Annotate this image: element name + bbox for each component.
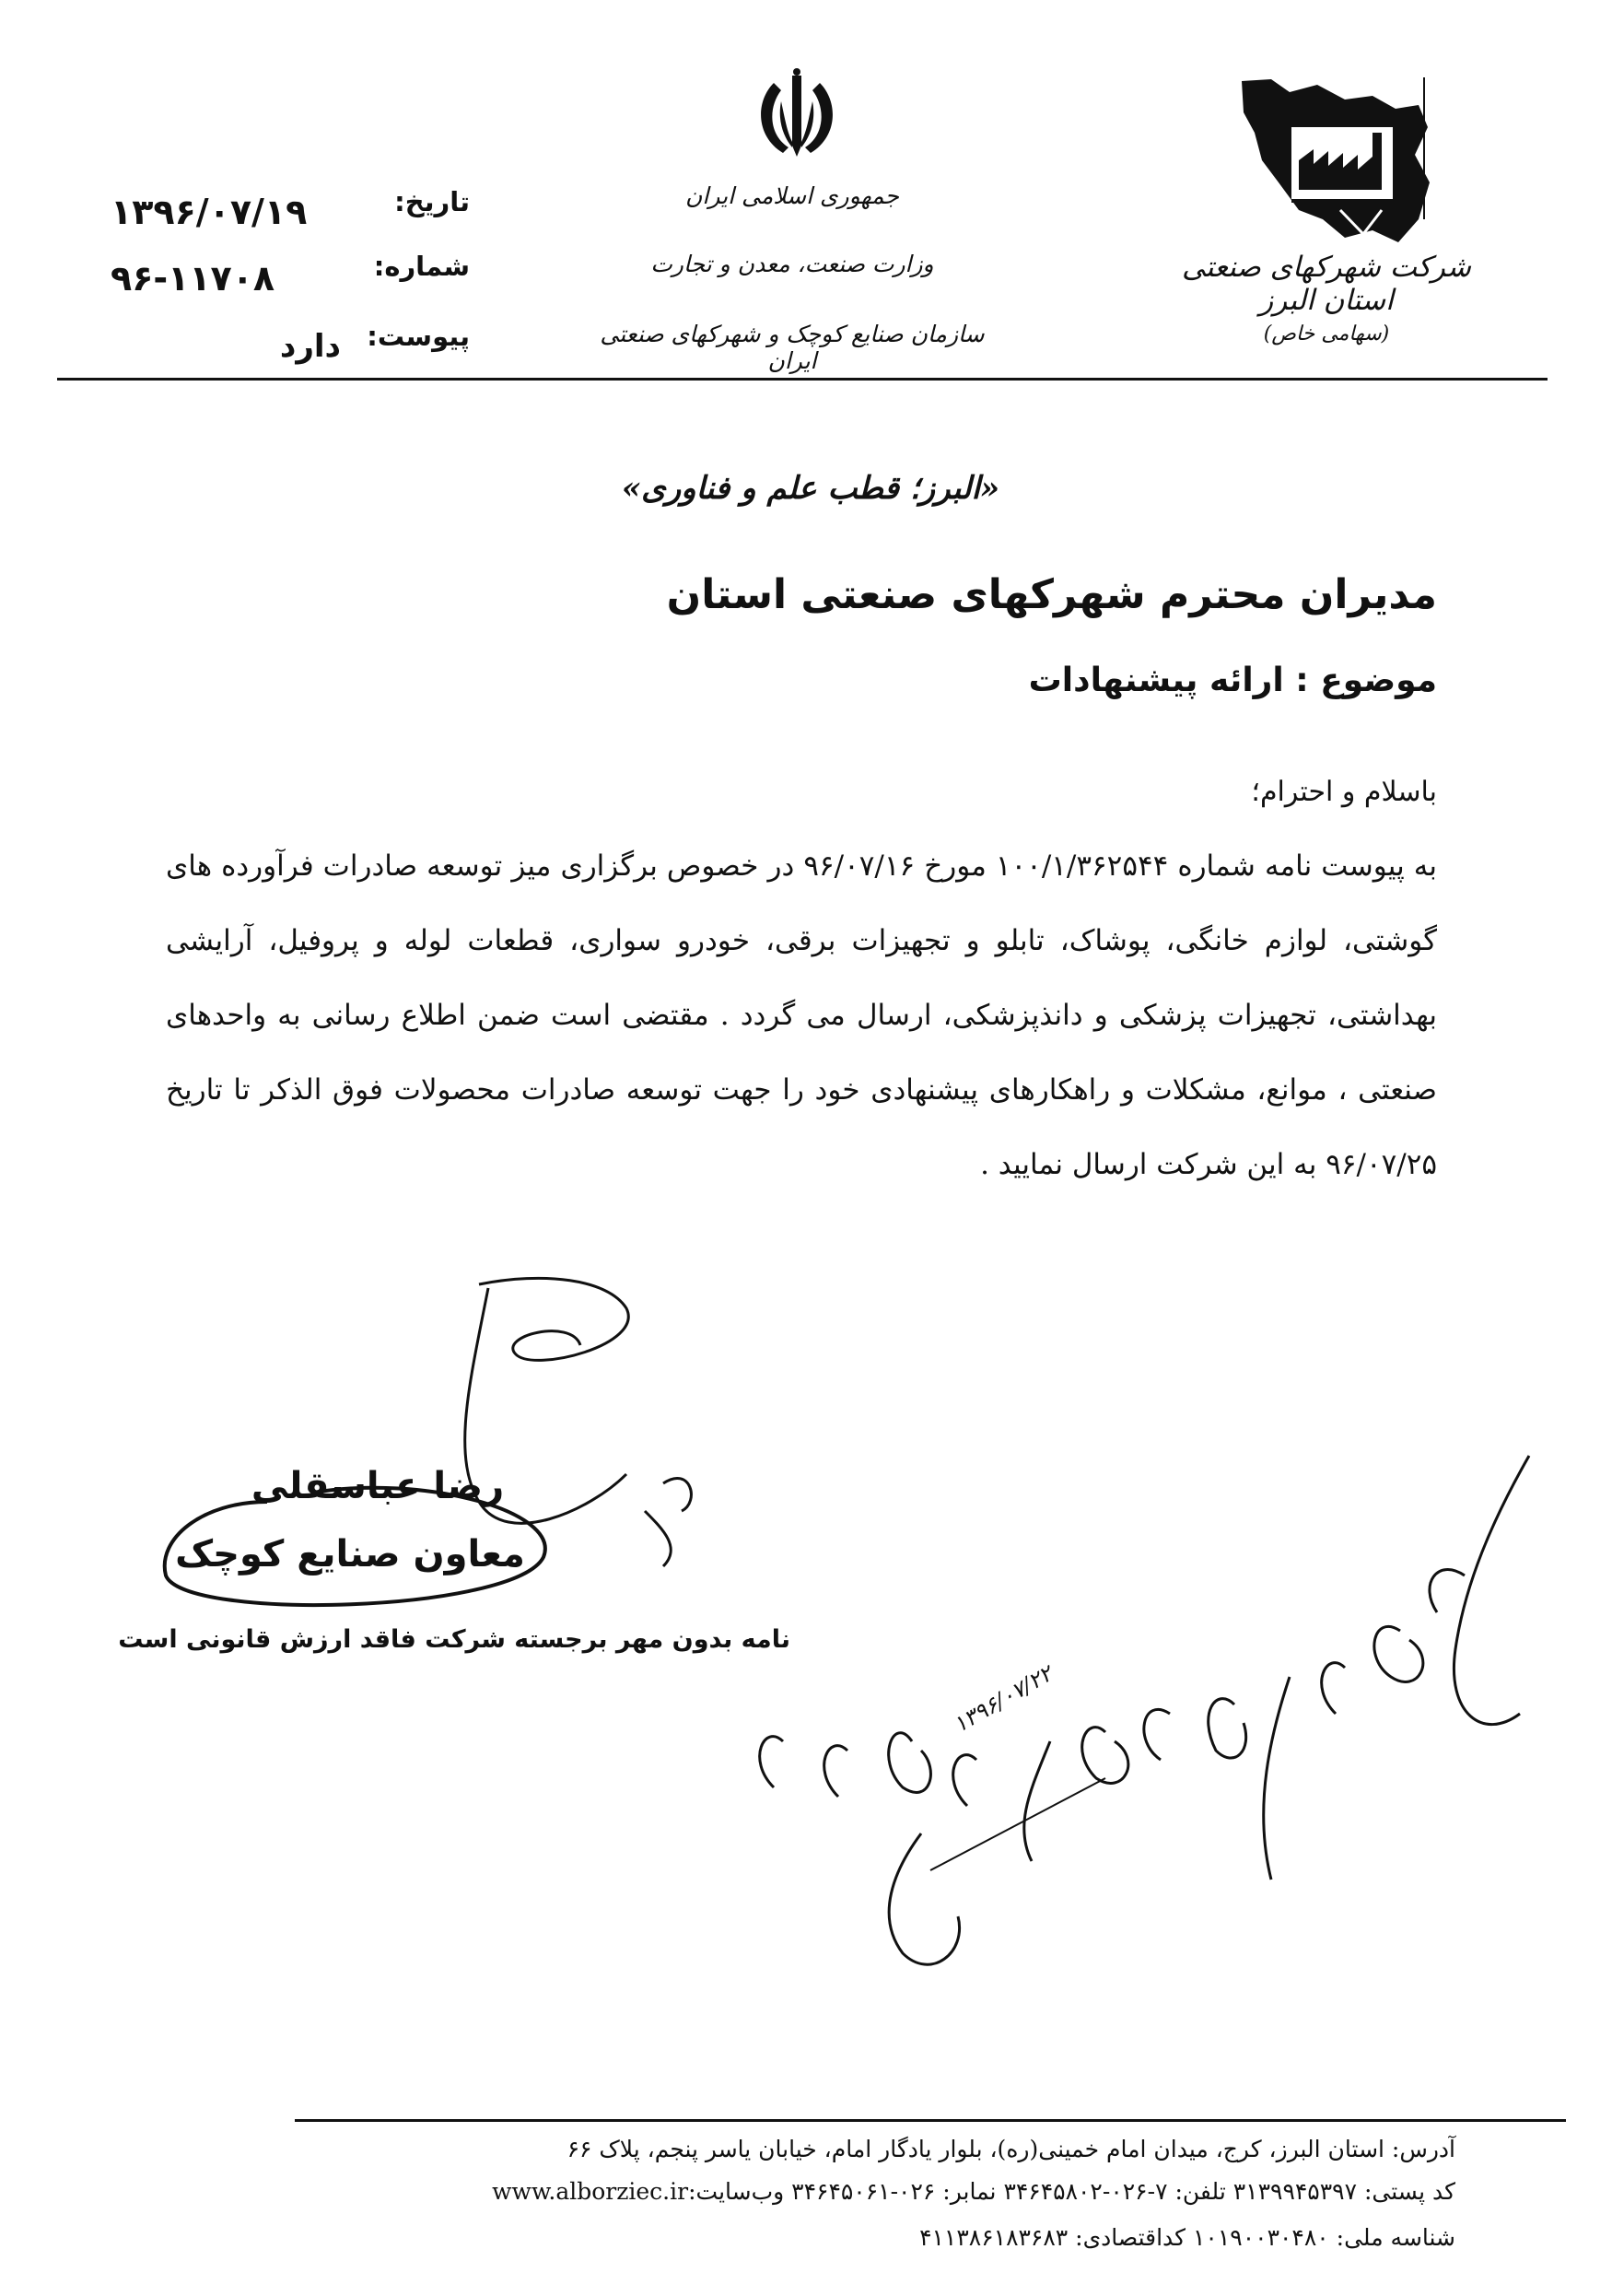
- footer-website[interactable]: www.alborziec.ir: [492, 2178, 689, 2205]
- motto: «البرز؛ قطب علم و فناوری»: [621, 470, 1000, 507]
- number-value: ۹۶-۱۱۷۰۸: [111, 258, 275, 299]
- signatory-name: رضا عباسقلی: [251, 1465, 505, 1507]
- company-logo: [1234, 72, 1437, 256]
- footer-divider: [295, 2119, 1566, 2122]
- seal-disclaimer: نامه بدون مهر برجسته شرکت فاقد ارزش قانونی است: [118, 1625, 790, 1654]
- handwritten-date: ۱۳۹۶/۰۷/۲۲: [949, 1660, 1057, 1739]
- government-line-3: سازمان صنایع کوچک و شهرکهای صنعتی ایران: [600, 321, 985, 374]
- footer-contact: [198, 2178, 1455, 2205]
- company-type: (سهامی خاص): [1263, 322, 1390, 346]
- header-divider: [57, 378, 1548, 381]
- date-value: ۱۳۹۶/۰۷/۱۹: [111, 192, 308, 232]
- attachment-label: پیوست:: [367, 321, 470, 352]
- government-line-2: وزارت صنعت، معدن و تجارت: [650, 251, 934, 277]
- handwritten-note: [700, 1437, 1575, 1990]
- greeting: باسلام و احترام؛: [1251, 776, 1437, 808]
- company-name: شرکت شهرکهای صنعتی استان البرز: [1182, 251, 1471, 317]
- number-label: شماره:: [373, 251, 470, 282]
- recipient: مدیران محترم شهرکهای صنعتی استان: [666, 571, 1437, 618]
- footer-ids: شناسه ملی: ۱۰۱۹۰۰۳۰۴۸۰ کداقتصادی: ۴۱۱۳۸۶۱۸۳۶۸۳: [919, 2224, 1455, 2251]
- date-label: تاریخ:: [394, 186, 470, 217]
- government-line-1: جمهوری اسلامی ایران: [685, 182, 899, 209]
- footer-address: آدرس: استان البرز، کرج، میدان امام خمینی(ره)، بلوار یادگار امام، خیابان یاسر پنجم، پلاک ۶۶: [567, 2136, 1455, 2162]
- iran-emblem-icon: [746, 64, 847, 166]
- footer-contact-text: کد پستی: ۳۱۳۹۹۴۵۳۹۷ تلفن: ۷-۰۲۶-۳۴۶۴۵۸۰۲ نمابر: ۰۲۶-۳۴۶۴۵۰۶۱ وب‌سایت:: [688, 2178, 1455, 2205]
- signatory-title: معاون صنایع کوچک: [175, 1533, 525, 1576]
- body-paragraph: به پیوست نامه شماره ۱۰۰/۱/۳۶۲۵۴۴ مورخ ۹۶/۰۷/۱۶ در خصوص برگزاری میز توسعه صادرات فرآورده های گوشتی، لوازم خانگی، پوشاک، تابلو و تجهیزات برقی، خودرو سواری، قطعات لوله و پروفیل، آرایشی بهداشتی، تجهیزات پزشکی و دانذپزشکی، ارسال می گردد . مقتضی است ضمن اطلاع رسانی به واحدهای صنعتی ، موانع، مشکلات و راهکارهای پیشنهادی خود را جهت توسعه صادرات محصولات فوق الذکر تا تاریخ ۹۶/۰۷/۲۵ به این شرکت ارسال نمایید .: [166, 849, 1438, 1181]
- subject: موضوع : ارائه پیشنهادات: [1028, 662, 1437, 699]
- attachment-value: دارد: [279, 328, 341, 365]
